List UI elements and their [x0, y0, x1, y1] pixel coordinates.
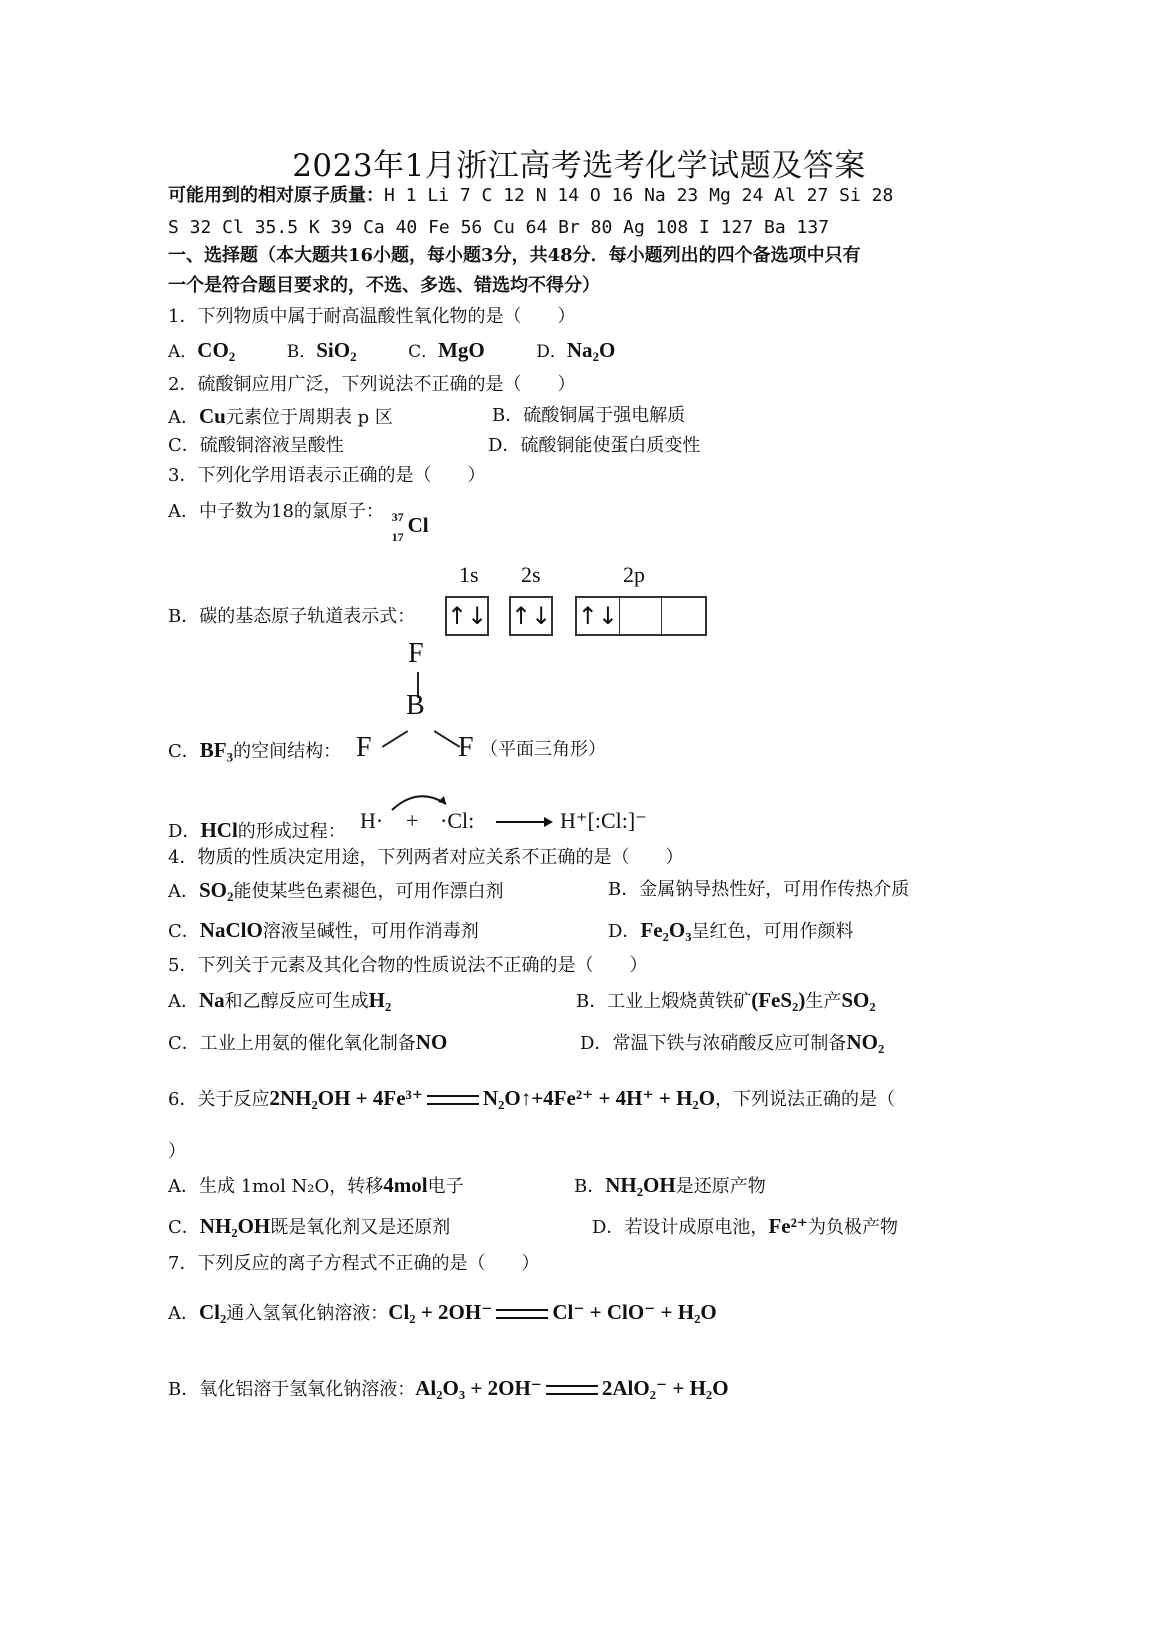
orbital-label-2s: 2s — [521, 562, 541, 587]
question-6-stem: 6．关于反应2NH₂OH + 4Fe³⁺ N₂O↑+4Fe²⁺ + 4H⁺ + H₂O，下列说法正确的是（ — [168, 1086, 896, 1110]
option-key: C． — [408, 342, 439, 362]
option-key: B． — [286, 342, 317, 362]
question-3-stem: 3．下列化学用语表示正确的是（ ） — [168, 465, 486, 486]
option-a-formula: $CO_2$ — [197, 338, 236, 364]
question-7-option-a: A．Cl₂通入氢氧化钠溶液：Cl₂ + 2OH⁻ Cl⁻ + ClO⁻ + H₂O — [168, 1300, 717, 1324]
option-d-formula: $Na_2O$ — [566, 338, 616, 364]
question-4-option-b: B．金属钠导热性好，可用作传热介质 — [608, 879, 910, 900]
question-5-option-a: A．Na和乙醇反应可生成H₂ — [168, 988, 392, 1012]
orbital-box-1s: ↑↓ — [445, 596, 489, 636]
question-5-option-c: C．工业上用氨的催化氧化制备NO — [168, 1030, 448, 1054]
question-2-option-a: A．Cu元素位于周期表 p 区 — [168, 404, 393, 428]
question-7-stem: 7．下列反应的离子方程式不正确的是（ ） — [168, 1253, 540, 1274]
question-5-option-d: D．常温下铁与浓硝酸反应可制备NO₂ — [580, 1030, 885, 1054]
question-4-option-a: A．$SO_2$能使某些色素褪色，可用作漂白剂 — [168, 878, 504, 904]
question-4-option-d: D．Fe₂O₃呈红色，可用作颜料 — [608, 918, 854, 942]
option-key: A． — [168, 342, 198, 362]
option-key: D． — [536, 342, 567, 362]
hcl-formation-diagram: H· + ·Cl: H⁺[:Cl:]⁻ — [360, 790, 680, 842]
section-header-line-1: 一、选择题（本大题共16小题，每小题3分，共48分．每小题列出的四个备选项中只有 — [168, 245, 861, 266]
question-2-stem: 2．硫酸铜应用广泛，下列说法不正确的是（ ） — [168, 374, 576, 395]
orbital-label-2p: 2p — [623, 562, 645, 587]
question-6-stem-close: ） — [168, 1141, 186, 1162]
question-6-option-b: B．NH₂OH是还原产物 — [574, 1173, 766, 1197]
question-2-option-c: C．硫酸铜溶液呈酸性 — [168, 435, 344, 456]
question-5-option-b: B．工业上煅烧黄铁矿(FeS₂)生产SO₂ — [576, 988, 876, 1012]
question-1-stem: 1．下列物质中属于耐高温酸性氧化物的是（ ） — [168, 306, 576, 327]
question-3-option-a: A．中子数为18的氯原子： 37 17 Cl — [168, 501, 429, 544]
question-2-option-d: D．硫酸铜能使蛋白质变性 — [488, 435, 701, 456]
atomic-masses-label: 可能用到的相对原子质量： — [168, 185, 384, 206]
option-c-formula: MgO — [438, 338, 485, 362]
bf3-structure: F B F F — [356, 638, 474, 763]
question-3-option-c: C．$BF_3$的空间结构： — [168, 738, 342, 765]
section-header-line-2: 一个是符合题目要求的，不选、多选、错选均不得分） — [168, 275, 600, 296]
question-3-option-b: B．碳的基态原子轨道表示式： — [168, 606, 416, 627]
question-6-option-a: A．生成 1mol N₂O，转移4mol电子 — [168, 1173, 464, 1197]
question-3-option-d: D．HCl的形成过程： — [168, 818, 346, 842]
orbital-diagram — [445, 562, 745, 650]
question-2-option-b: B．硫酸铜属于强电解质 — [492, 405, 686, 426]
question-5-stem: 5．下列关于元素及其化合物的性质说法不正确的是（ ） — [168, 955, 648, 976]
bf3-shape-note: （平面三角形） — [480, 739, 606, 760]
page-title: 2023年1月浙江高考选考化学试题及答案 — [292, 148, 866, 184]
atomic-masses-values: H 1 Li 7 C 12 N 14 O 16 Na 23 Mg 24 Al 27 Si 28 — [384, 185, 894, 206]
question-4-option-c: C．NaClO溶液呈碱性，可用作消毒剂 — [168, 918, 479, 942]
option-b-formula: SiO$_2$ — [316, 338, 357, 364]
atomic-masses-line-1 — [168, 184, 893, 208]
orbital-box-2p: ↑↓ — [575, 596, 707, 636]
question-7-option-b: B．氧化铝溶于氢氧化钠溶液：Al₂O₃ + 2OH⁻ 2AlO₂⁻ + H₂O — [168, 1376, 729, 1400]
question-1-options — [168, 338, 615, 369]
equals-sign-icon — [496, 1309, 548, 1319]
equation-rhs: N₂O↑+4Fe²⁺ + 4H⁺ + H₂O — [482, 1086, 716, 1110]
orbital-box-2s: ↑↓ — [509, 596, 553, 636]
equation-lhs: 2NH₂OH + 4Fe³⁺ — [269, 1086, 423, 1110]
equals-sign-icon — [546, 1385, 598, 1395]
question-4-stem: 4．物质的性质决定用途，下列两者对应关系不正确的是（ ） — [168, 847, 684, 868]
equals-sign-icon — [427, 1095, 479, 1105]
orbital-label-1s: 1s — [459, 562, 479, 587]
question-6-option-d: D．若设计成原电池，Fe²⁺为负极产物 — [592, 1214, 898, 1238]
atomic-masses-line-2: S 32 Cl 35.5 K 39 Ca 40 Fe 56 Cu 64 Br 80 Ag 108 I 127 Ba 137 — [168, 217, 830, 238]
question-6-option-c: C．NH₂OH既是氧化剂又是还原剂 — [168, 1214, 451, 1238]
